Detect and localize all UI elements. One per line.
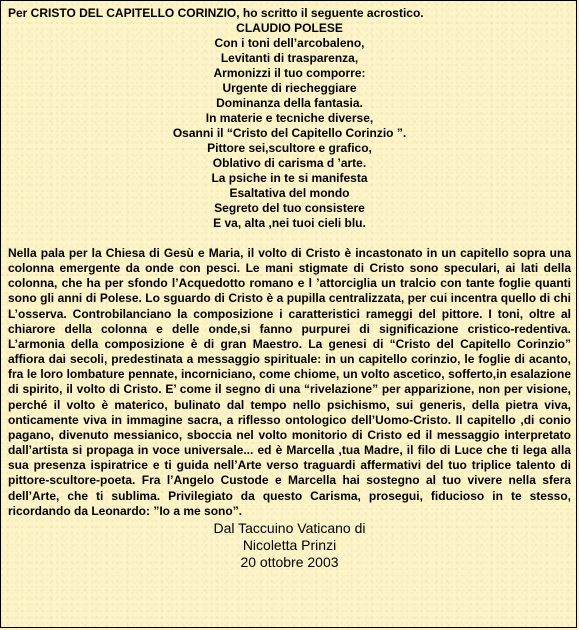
poem-line: Armonizzi il tuo comporre: — [213, 66, 366, 80]
signature-block — [8, 520, 571, 571]
poem-line: Levitanti di trasparenza, — [220, 51, 359, 65]
poem-line: Esaltativa del mondo — [229, 186, 350, 200]
intro-line: Per CRISTO DEL CAPITELLO CORINZIO, ho scritto il seguente acrostico. — [8, 6, 424, 20]
blank-line — [8, 231, 571, 246]
poem-lines — [8, 36, 571, 231]
poem-line: Pittore sei,scultore e grafico, — [207, 141, 372, 155]
poem-line: Con i toni dell’arcobaleno, — [214, 36, 365, 50]
poem-line: Urgente di riecheggiare — [222, 81, 357, 95]
poem-line: Osanni il “Cristo del Capitello Corinzio ”. — [172, 126, 407, 140]
commentary-paragraph: Nella pala per la Chiesa di Gesù e Maria, il volto di Cristo è incastonato in un capitello sopra una colonna emergente da onde con pesci. Le mani stigmate di Cristo sono speculari, ai lati della colonna, che ha per sfondo l’Acquedotto romano e l ’attorciglia un tralcio con tante foglie quanti sono gli anni di Polese. Lo sguardo di Cristo è a pupilla centralizzata, per cui incentra quello di chi L’osserva. Controbilanciano la composizione i caratteristici rameggi del pittore. I toni, oltre al chiarore della colonna e delle onde,si fanno purpurei di significazione cristico-redentiva. L’armonia della composizione è di gran Maestro. La genesi di “Cristo del Capitello Corinzio” affiora dai secoli, predestinata a messaggio spirituale: in un capitello corinzio, le foglie di acanto, fra le loro lombature pennate, incorniciano, come chiome, un volto ascetico, sofferto,in esalazione di spirito, il volto di Cristo. E’ come il segno di una “rivelazione” per apparizione, non per visione, perché il volto è materico, bulinato dal tempo nello psichismo, sui generis, della pietra viva, onticamente viva in immagine sacra, a riflesso ontologico dell’Uomo-Cristo. Il capitello ,di conio pagano, divenuto messianico, sboccia nel volto monitorio di Cristo ed il messaggio interpretato dall’artista si propaga in voce universale... ed è Marcella ,tua Madre, il filo di Luce che ti lega alla sua presenza ispiratrice e ti guida nell’Arte verso traguardi affermativi del tuo triplice talento di pittore-scultore-poeta. Fra l’Angelo Custode e Marcella hai sostegno al tuo vivere nella sfera dell’Arte, che ti sublima. Privilegiato da questo Carisma, prosegui, fiducioso in te stesso, ricordando da Leonardo: ”Io a me sono”. — [8, 246, 571, 518]
poem-line: E va, alta ,nei tuoi cieli blu. — [213, 216, 366, 230]
signature-date: 20 ottobre 2003 — [240, 553, 339, 570]
poem-line: La psiche in te si manifesta — [211, 171, 368, 185]
poem-line: Segreto del tuo consistere — [214, 201, 365, 215]
signature-author: Nicoletta Prinzi — [242, 536, 337, 553]
poem-title: CLAUDIO POLESE — [236, 21, 343, 35]
poem-line: Dominanza della fantasia. — [216, 96, 363, 110]
poem-line: In materie e tecniche diverse, — [205, 111, 374, 125]
acrostic-poem — [8, 21, 571, 231]
signature-source: Dal Taccuino Vaticano di — [213, 519, 366, 536]
poem-line: Oblativo di carisma d ’arte. — [212, 156, 367, 170]
